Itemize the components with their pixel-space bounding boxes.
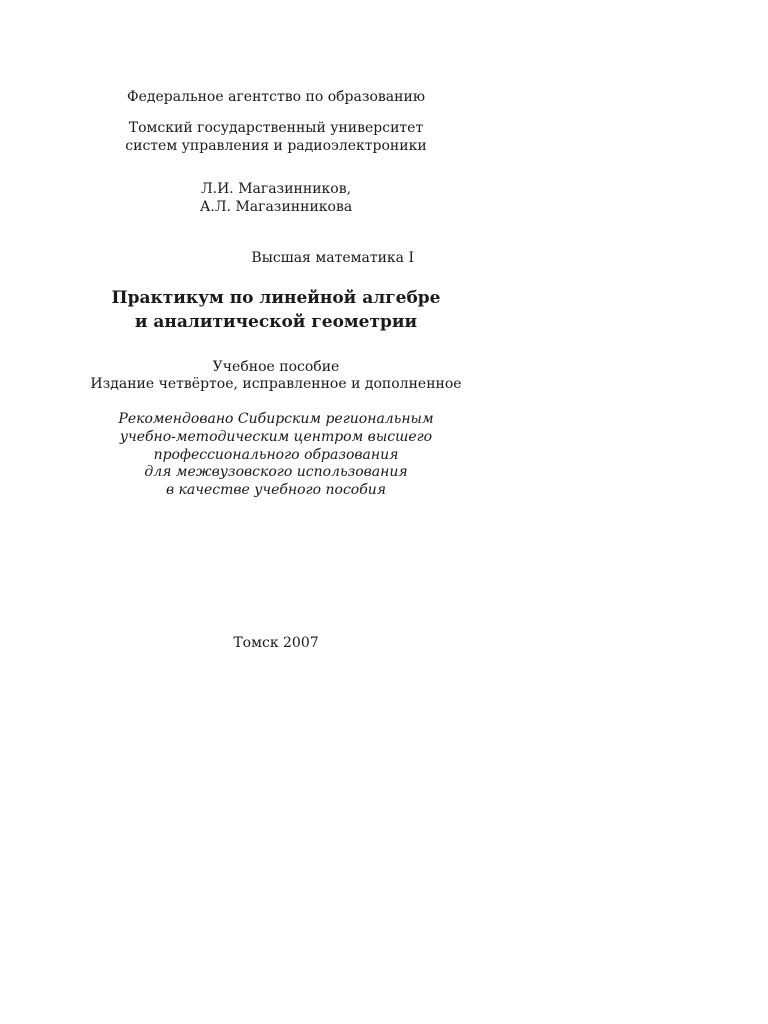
- book-title-line1: Практикум по линейной алгебре: [111, 288, 441, 308]
- edition-details: Издание четвёртое, исправленное и дополненное: [90, 376, 462, 392]
- recommendation-line2: учебно-методическим центром высшего: [119, 429, 433, 445]
- recommendation-line4: для межвузовского использования: [144, 464, 408, 480]
- series-label: Высшая математика I: [251, 250, 414, 266]
- university-name-line1: Томский государственный университет: [128, 120, 424, 136]
- place-year: Томск 2007: [233, 635, 319, 651]
- recommendation-line5: в качестве учебного пособия: [165, 482, 387, 498]
- recommendation-line3: профессионального образования: [153, 447, 399, 463]
- edition-type: Учебное пособие: [212, 359, 340, 375]
- author-2: А.Л. Магазинникова: [199, 199, 353, 215]
- agency-name: Федеральное агентство по образованию: [126, 89, 426, 105]
- book-title-line2: и аналитической геометрии: [134, 312, 418, 332]
- university-name-line2: систем управления и радиоэлектроники: [125, 138, 427, 154]
- recommendation-line1: Рекомендовано Сибирским региональным: [118, 411, 434, 427]
- author-1: Л.И. Магазинников,: [200, 181, 352, 197]
